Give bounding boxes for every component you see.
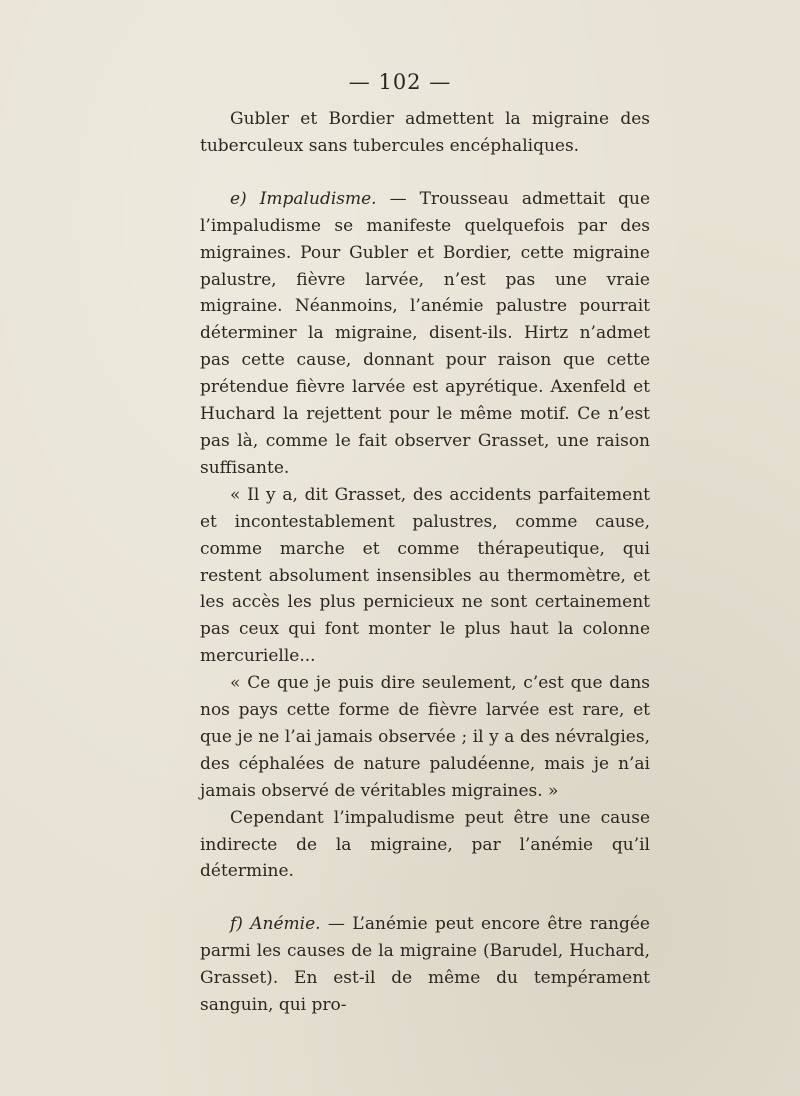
body-text xyxy=(200,106,650,1019)
paragraph-anemie-text: — L’anémie peut encore être rangée parmi les causes de la migraine (Barudel, Huchard, Grasset). En est-il de même du tempérament sanguin, qui pro- xyxy=(200,914,650,1016)
paragraph-impaludisme-text: — Trousseau admettait que l’impaludisme se manifeste quelquefois par des migraines. Pour Gubler et Bordier, cette migraine palustre, fièvre larvée, n’est pas une vraie migraine. Néanmoins, l’anémie palustre pourrait déterminer la migraine, disent-ils. Hirtz n’admet pas cette cause, donnant pour raison que cette prétendue fièvre larvée est apyrétique. Axenfeld et Huchard la rejettent pour le même motif. Ce n’est pas là, comme le fait observer Grasset, une raison suffisante. xyxy=(200,188,651,478)
section-heading-impaludisme: e) Impaludisme. xyxy=(230,188,377,209)
paragraph-impaludisme xyxy=(200,186,650,482)
paragraph-grasset-quote-1: « Il y a, dit Grasset, des accidents parfaitement et incontestablement palustres, comme cause, comme marche et comme thérapeutique, qui restent absolument insensibles au thermomètre, et les accès les plus pernicieux ne sont certainement pas ceux qui font monter le plus haut la colonne mercurielle... xyxy=(200,484,650,667)
paragraph-tuberculosis: Gubler et Bordier admettent la migraine des tuberculeux sans tubercules encéphaliques. xyxy=(200,109,650,156)
section-heading-anemie: f) Anémie. xyxy=(230,914,321,935)
paragraph-anemie xyxy=(200,911,650,1019)
paragraph-indirect-cause: Cependant l’impaludisme peut être une cause indirecte de la migraine, par l’anémie qu’il détermine. xyxy=(200,807,650,882)
paragraph-grasset-quote-2: « Ce que je puis dire seulement, c’est que dans nos pays cette forme de fièvre larvée est rare, et que je ne l’ai jamais observée ; il y a des névralgies, des céphalées de nature paludéenne, mais je n’ai jamais observé de véritables migraines. » xyxy=(200,673,650,801)
page-number: — 102 — xyxy=(348,70,452,94)
